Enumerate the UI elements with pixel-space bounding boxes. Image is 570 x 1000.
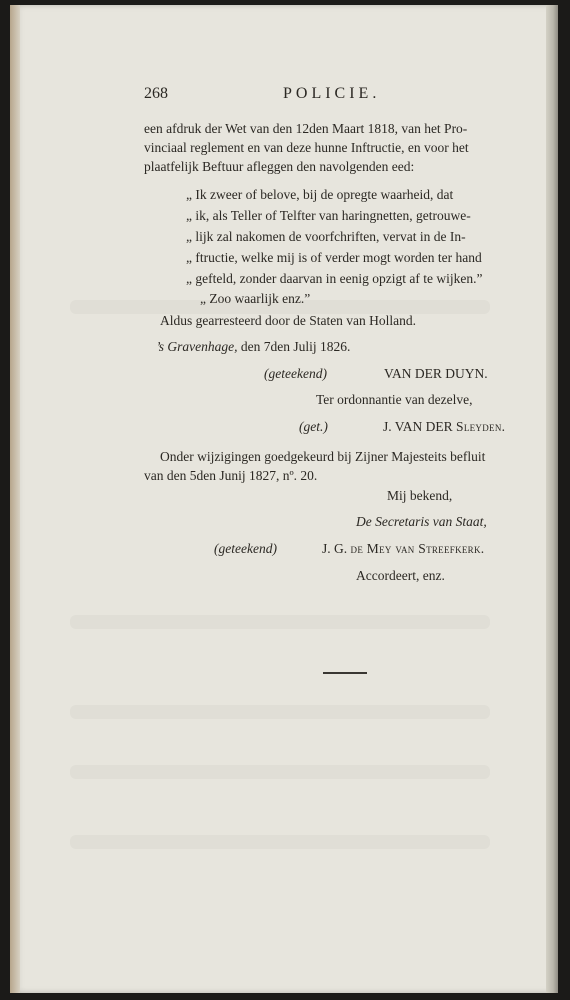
signatory-name — [383, 420, 505, 434]
decree-date: den 7den Julij 1826. — [237, 339, 351, 354]
signatory-surname: Sleyden. — [456, 419, 506, 434]
running-title: POLICIE. — [283, 85, 381, 102]
paragraph-line: plaatfelijk Beftuur afleggen den navolgenden eed: — [144, 159, 415, 174]
signatory-initial: J. VAN DER — [383, 419, 457, 434]
signatory-name: VAN DER DUYN. — [384, 366, 488, 381]
oath-line: „ ik, als Teller of Telfter van haringnetten, getrouwe- — [186, 208, 471, 223]
signatory-name — [322, 542, 484, 556]
paragraph-line: een afdruk der Wet van den 12den Maart 1818, van het Pro- — [144, 121, 468, 136]
approval-line: Onder wijzigingen goedgekeurd bij Zijner Majesteits befluit — [160, 449, 486, 464]
paragraph-line: vinciaal reglement en van deze hunne Inftructie, en voor het — [144, 140, 469, 155]
secretaris-line: De Secretaris van Staat, — [356, 514, 487, 529]
geteekend-label: (geteekend) — [264, 366, 327, 381]
oath-line: „ Ik zweer of belove, bij de opregte waarheid, dat — [186, 187, 454, 202]
place-name: ’s Gravenhage, — [156, 339, 238, 354]
oath-line: „ lijk zal nakomen de voorfchriften, vervat in de In- — [186, 229, 466, 244]
signatory-surname: de Mey van Streefkerk. — [350, 541, 485, 556]
decree-date-line — [156, 340, 350, 354]
oath-line: „ gefteld, zonder daarvan in eenig opzigt af te wijken.” — [186, 271, 483, 286]
end-rule — [323, 672, 367, 674]
closing-line: Accordeert, enz. — [356, 568, 445, 583]
oath-line: „ ftructie, welke mij is of verder mogt worden ter hand — [186, 250, 482, 265]
decree-line: Aldus gearresteerd door de Staten van Holland. — [160, 313, 417, 328]
get-label: (get.) — [299, 419, 328, 434]
page-number: 268 — [144, 85, 168, 102]
geteekend-label: (geteekend) — [214, 541, 277, 556]
oath-line: „ Zoo waarlijk enz.” — [200, 291, 311, 306]
bekend-line: Mij bekend, — [387, 488, 453, 503]
signatory-initials: J. G. — [322, 541, 351, 556]
ordonnantie-line: Ter ordonnantie van dezelve, — [316, 392, 473, 407]
approval-line: van den 5den Junij 1827, nº. 20. — [144, 468, 318, 483]
